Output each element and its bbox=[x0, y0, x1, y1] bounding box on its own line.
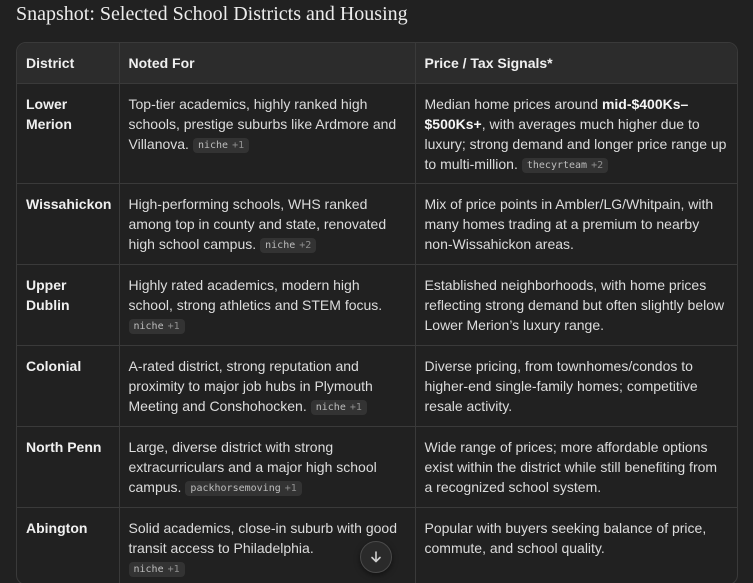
citation-chip[interactable] bbox=[129, 319, 185, 334]
citation-source: niche bbox=[265, 240, 296, 251]
noted-for-cell bbox=[119, 427, 415, 508]
citation-source: niche bbox=[197, 140, 229, 151]
citation-chip[interactable] bbox=[311, 400, 367, 415]
header-noted-for: Noted For bbox=[119, 43, 415, 84]
citation-chip[interactable] bbox=[193, 138, 249, 153]
citation-more: +1 bbox=[167, 321, 180, 332]
citation-more: +2 bbox=[591, 160, 604, 171]
citation-more: +1 bbox=[167, 564, 180, 575]
noted-for-cell bbox=[119, 184, 415, 265]
districts-table bbox=[17, 43, 737, 583]
price-text: , with averages much higher due to luxury; strong demand and longer price range up to multi-million. bbox=[424, 116, 727, 172]
citation-source: niche bbox=[315, 402, 346, 413]
price-highlight: mid-$400Ks–$500Ks+ bbox=[424, 96, 689, 132]
table-row bbox=[17, 84, 737, 184]
noted-for-text: High-performing schools, WHS ranked among top in county and state, renovated high school campus. bbox=[128, 196, 387, 252]
price-cell: Popular with buyers seeking balance of price, commute, and school quality. bbox=[424, 520, 707, 556]
noted-for-cell bbox=[119, 84, 415, 184]
citation-more: +2 bbox=[299, 240, 312, 251]
citation-more: +1 bbox=[284, 483, 297, 494]
citation-more: +1 bbox=[232, 140, 245, 151]
noted-for-cell bbox=[119, 346, 415, 427]
citation-chip[interactable] bbox=[522, 158, 608, 173]
district-cell: Abington bbox=[17, 508, 119, 583]
table-row bbox=[17, 265, 737, 346]
citation-source: niche bbox=[133, 321, 164, 332]
noted-for-text: Large, diverse district with strong extracurriculars and a major high school campus. bbox=[128, 439, 377, 495]
district-cell: North Penn bbox=[17, 427, 119, 508]
district-cell: Upper Dublin bbox=[17, 265, 119, 346]
scroll-to-bottom-button[interactable] bbox=[360, 541, 392, 573]
citation-chip[interactable] bbox=[185, 481, 301, 496]
table-row bbox=[17, 184, 737, 265]
price-cell: Wide range of prices; more affordable options exist within the district while still benefiting from a recognized school system. bbox=[415, 427, 737, 508]
noted-for-text: Highly rated academics, modern high school, strong athletics and STEM focus. bbox=[128, 277, 383, 313]
header-district: District bbox=[17, 43, 119, 84]
price-cell: Diverse pricing, from townhomes/condos to higher-end single-family homes; competitive resale activity. bbox=[415, 346, 737, 427]
districts-table-container bbox=[16, 42, 738, 583]
table-header-row bbox=[17, 43, 737, 84]
noted-for-cell bbox=[119, 265, 415, 346]
noted-for-text: A-rated district, strong reputation and proximity to major job hubs in Plymouth Meeting and Conshohocken. bbox=[128, 358, 373, 414]
section-heading: Snapshot: Selected School Districts and Housing bbox=[16, 3, 408, 25]
table-row bbox=[17, 346, 737, 427]
header-price-tax: Price / Tax Signals* bbox=[415, 43, 737, 84]
price-cell: Established neighborhoods, with home prices reflecting strong demand but often slightly below Lower Merion’s luxury range. bbox=[415, 265, 737, 346]
noted-for-text: Solid academics, close-in suburb with good transit access to Philadelphia. bbox=[128, 520, 397, 556]
price-text: Median home prices around bbox=[424, 96, 602, 112]
citation-chip[interactable] bbox=[129, 562, 185, 577]
citation-source: packhorsemoving bbox=[190, 483, 281, 494]
table-row bbox=[17, 427, 737, 508]
district-cell: Wissahickon bbox=[17, 184, 119, 265]
citation-source: niche bbox=[133, 564, 164, 575]
district-cell: Colonial bbox=[17, 346, 119, 427]
citation-more: +1 bbox=[349, 402, 362, 413]
arrow-down-icon bbox=[369, 550, 383, 564]
citation-source: thecyrteam bbox=[526, 160, 588, 171]
noted-for-text: Top-tier academics, highly ranked high schools, prestige suburbs like Ardmore and Villanova. bbox=[128, 96, 397, 152]
citation-chip[interactable] bbox=[260, 238, 316, 253]
price-cell: Mix of price points in Ambler/LG/Whitpain, with many homes trading at a premium to nearby non-Wissahickon areas. bbox=[415, 184, 737, 265]
price-cell bbox=[415, 84, 737, 184]
district-cell: Lower Merion bbox=[17, 84, 119, 184]
